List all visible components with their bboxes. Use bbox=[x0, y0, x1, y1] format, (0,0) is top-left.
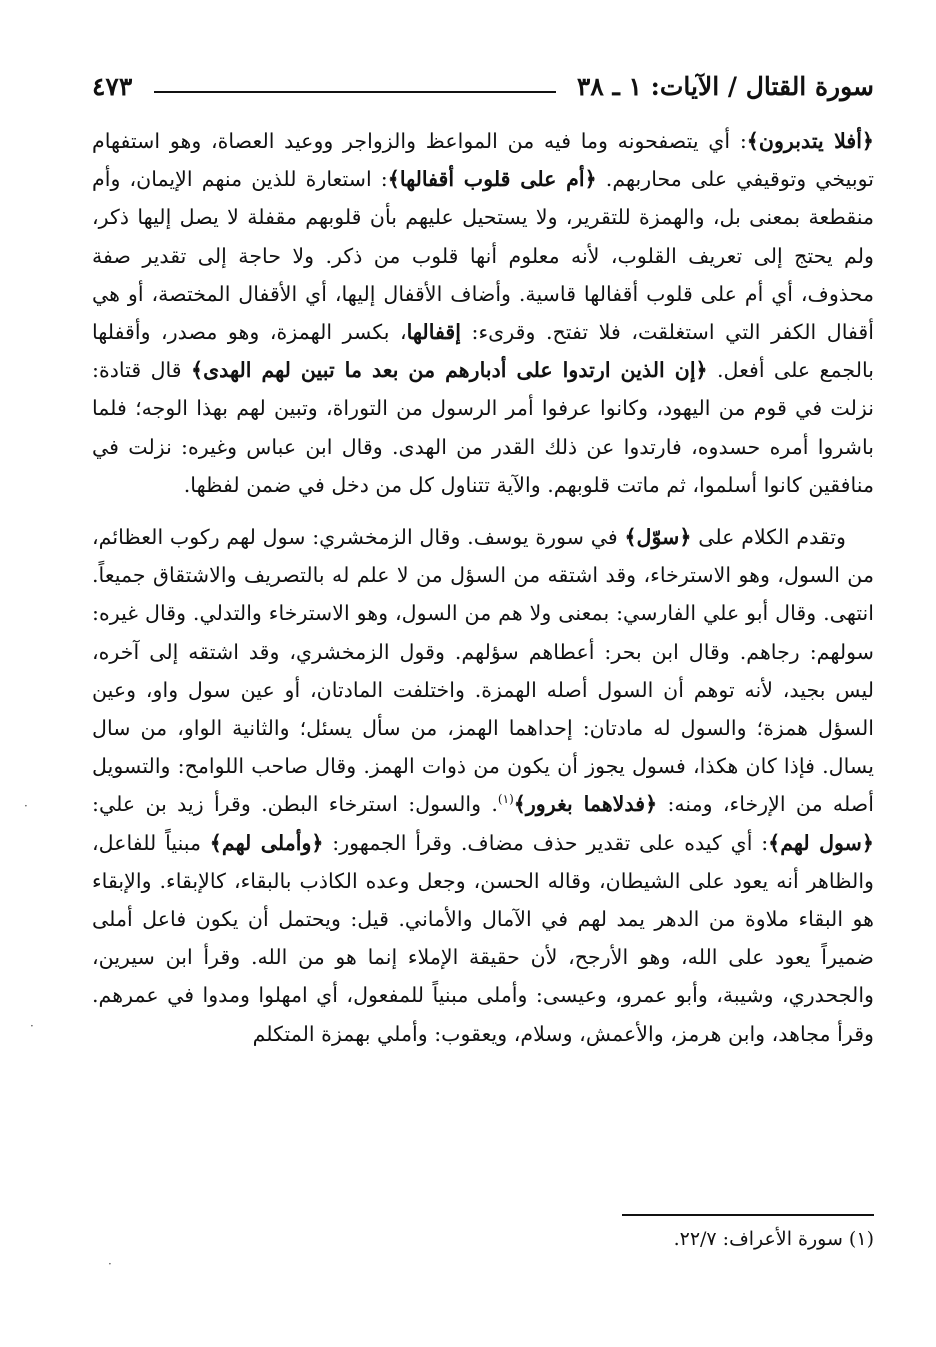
reading-variant: إقفالها bbox=[406, 320, 461, 345]
text-run: : أي يتصفحونه وما فيه من المواعظ والزواجر ووعيد العصاة، وهو استفهام توبيخي وتوقيفي على محاربهم. bbox=[92, 129, 875, 192]
footnote-ref[interactable]: (١) bbox=[497, 792, 514, 807]
quran-quote: ﴿سول لهم﴾ bbox=[768, 830, 874, 855]
text-run: ، بكسر الهمزة، وهو مصدر، وأقفلها بالجمع على أفعل. bbox=[92, 320, 874, 383]
quran-quote: ﴿وأملى لهم﴾ bbox=[209, 830, 324, 855]
text-run: . والسول: استرخاء البطن. وقرأ زيد بن علي: bbox=[92, 792, 498, 817]
paragraph-1 bbox=[92, 122, 874, 504]
quran-quote: ﴿أفلا يتدبرون﴾ bbox=[746, 129, 874, 153]
header-rule bbox=[154, 91, 556, 93]
footnote-rule bbox=[622, 1214, 874, 1216]
text-run: مبنياً للفاعل، والظاهر أنه يعود على الشيطان، وقاله الحسن، وجعل وعده الكاذب بالبقاء، كالإبقاء. والإبقاء هو البقاء ملاوة من الدهر يمد لهم في الآمال والأماني. قيل: ويحتمل أن يكون فاعل أملى ضميراً يعود على الله، وهو الأرجح، لأن حقيقة الإملاء إنما هو من الله. وقرأ ابن سيرين، والجحدري، وشيبة، وأبو عمرو، وعيسى: وأملى مبنياً للمفعول، أي امهلوا ومدوا في عمرهم. وقرأ مجاهد، وابن هرمز، والأعمش، وسلام، ويعقوب: وأملي بهمزة المتكلم bbox=[92, 830, 874, 1046]
text-run: في سورة يوسف. وقال الزمخشري: سول لهم ركوب العظائم، من السول، وهو الاسترخاء، وقد اشتقه من السؤل من لا علم له بالتصريف والاشتقاق جميعاً. انتهى. وقال أبو علي الفارسي: بمعنى ولا هم من السول، وهو الاسترخاء والتدلي. وقال غيره: سولهم: رجاهم. وقال ابن بحر: أعطاهم سؤلهم. وقول الزمخشري، وقد اشتقه إلى آخره، ليس بجيد، لأنه توهم أن السول أصله الهمزة. واختلفت المادتان، أو عين سول واو، وعين السؤل همزة؛ والسول له مادتان: إحداهما الهمز، من سأل يسئل؛ والثانية الواو، من سال يسال. فإذا كان هكذا، فسول يجوز أن يكون من ذوات الهمز. وقال صاحب اللوامح: والتسويل أصله من الإرخاء، ومنه: bbox=[92, 525, 874, 817]
quran-quote: ﴿سوّل﴾ bbox=[624, 525, 692, 550]
text-run: قال قتادة: نزلت في قوم من اليهود، وكانوا عرفوا أمر الرسول من التوراة، وتبين لهم بهذا الوجه؛ فلما باشروا أمره حسدوه، فارتدوا عن ذلك القدر من الهدى. وقال ابن عباس وغيره: نزلت في منافقين كانوا أسلموا، ثم ماتت قلوبهم. والآية تتناول كل من دخل في ضمن لفظها. bbox=[92, 358, 874, 497]
quran-quote: ﴿إن الذين ارتدوا على أدبارهم من بعد ما تبين لهم الهدى﴾ bbox=[191, 358, 708, 383]
text-run: وتقدم الكلام على bbox=[691, 525, 846, 550]
text-run: : أي كيده على تقدير حذف مضاف. وقرأ الجمهور: bbox=[323, 830, 769, 855]
paragraph-2 bbox=[92, 518, 874, 1053]
text-run: : استعارة للذين منهم الإيمان، وأم منقطعة بمعنى بل، والهمزة للتقرير، ولا يستحيل عليهم بأن قلوبهم مقفلة لا يصل إليها ذكر، ولم يحتج إلى تعريف القلوب، لأنه معلوم أنها قلوب من ذكر. ولا حاجة إلى تقدير صفة محذوف، أي أم على قلوب أقفالها قاسية. وأضاف الأقفال إليها، أي الأقفال المختصة، أو هي أقفال الكفر التي استغلقت، فلا تفتح. وقرىء: bbox=[92, 167, 874, 345]
footnote: (١) سورة الأعراف: ٢٢/٧. bbox=[673, 1228, 874, 1250]
running-title: سورة القتال / الآيات: ١ ـ ٣٨ bbox=[576, 72, 874, 101]
scan-speck: · bbox=[108, 1257, 112, 1271]
quran-quote: ﴿فدلاهما بغرور﴾ bbox=[513, 792, 658, 817]
main-text bbox=[92, 122, 874, 1053]
scan-speck: · bbox=[30, 1019, 34, 1033]
page-number: ٤٧٣ bbox=[92, 72, 133, 101]
quran-quote: ﴿أم على قلوب أقفالها﴾ bbox=[387, 167, 597, 192]
scan-speck: · bbox=[24, 799, 28, 813]
running-header bbox=[92, 66, 874, 106]
